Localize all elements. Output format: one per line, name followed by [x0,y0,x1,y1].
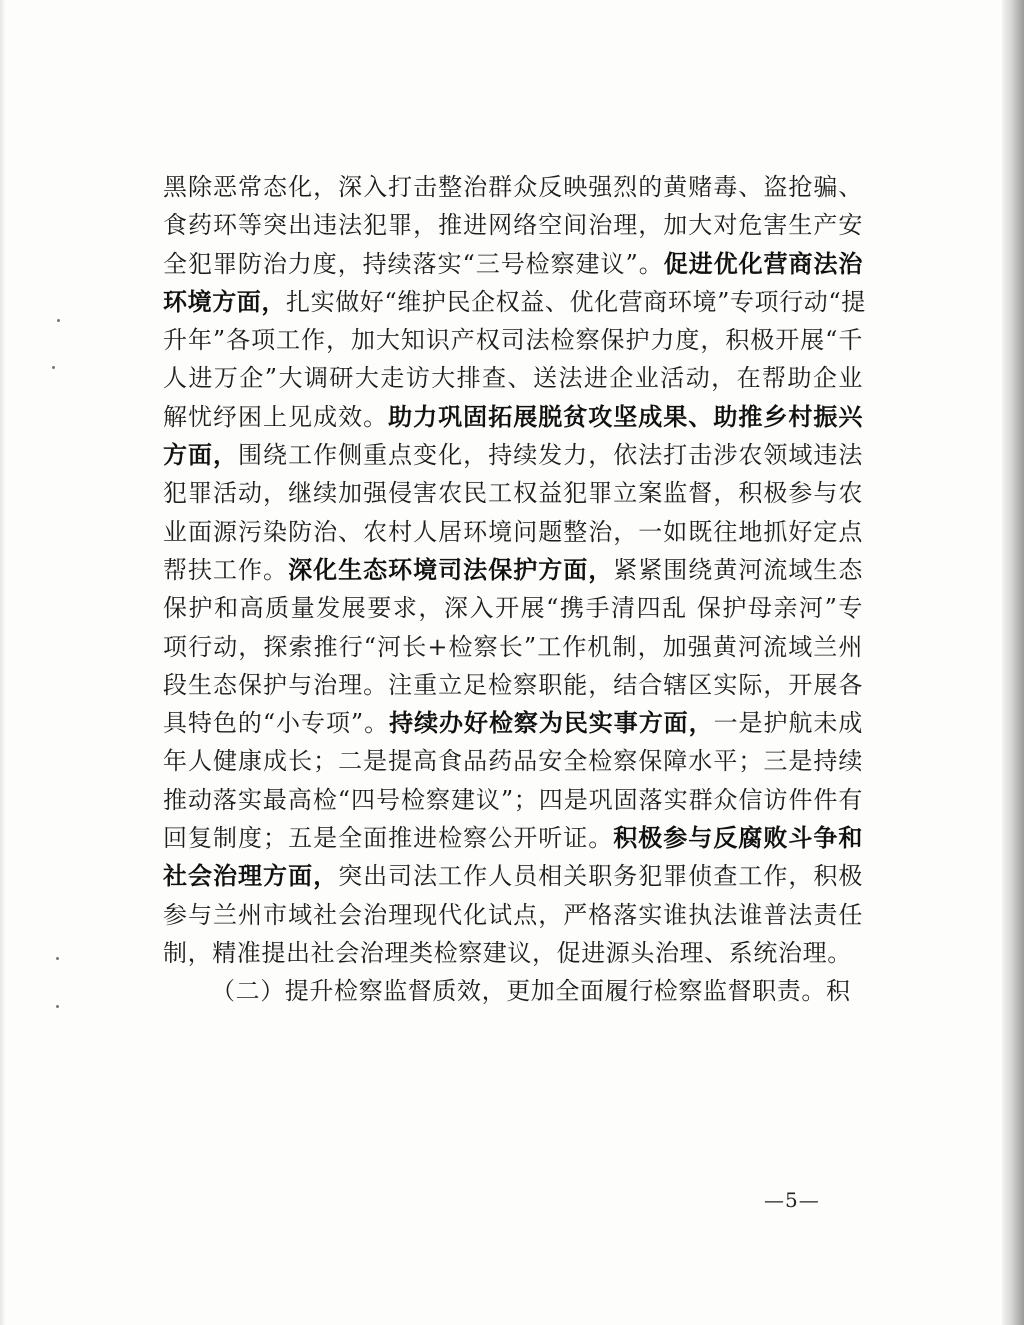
scan-speck [52,366,55,369]
text-line [163,398,863,436]
body-text-run: 推动落实最高检“四号检察建议”；四是巩固落实群众信访件件有 [163,785,863,814]
body-text-run: 紧紧围绕黄河流域生态 [613,555,863,584]
text-line [163,972,863,1010]
text-line [163,704,863,742]
text-line [163,321,863,359]
body-text-run: 具特色的“小专项”。 [163,709,390,738]
bold-heading-text: 环境方面， [163,286,286,316]
body-text-run: 解忧纾困上见成效。 [163,402,389,431]
text-line [163,819,863,857]
body-text-run: 段生态保护与治理。注重立足检察职能，结合辖区实际，开展各 [163,670,863,699]
text-line [163,666,863,704]
body-text-run: 扎实做好“维护民企权益、优化营商环境”专项行动“提 [286,287,866,316]
body-text-run: 参与兰州市域社会治理现代化试点，严格落实谁执法谁普法责任 [163,900,863,929]
text-line [163,742,863,780]
body-text-run: 帮扶工作。 [163,555,289,584]
body-text-run: 业面源污染防治、农村人居环境问题整治，一如既往地抓好定点 [163,517,863,546]
text-line [163,168,863,206]
body-text-run: 升年”各项工作，加大知识产权司法检察保护力度，积极开展“千 [163,326,863,355]
text-line [163,857,863,895]
scan-right-edge [1002,0,1024,1325]
body-text-run: 人进万企”大调研大走访大排查、送法进企业活动，在帮助企业 [163,364,863,393]
body-text [163,168,866,1011]
bold-heading-text: 社会治理方面， [163,861,339,891]
bold-heading-text: 持续办好检察为民实事方面， [389,708,714,738]
body-text-run: 围绕工作侧重点变化，持续发力，依法打击涉农领域违法 [238,441,863,470]
text-line [163,781,863,819]
scan-speck [57,319,60,322]
text-line [163,245,863,283]
body-text-run: 全犯罪防治力度，持续落实“三号检察建议”。 [163,249,664,278]
scan-speck [56,957,59,960]
bold-heading-text: 促进优化营商法治 [663,248,863,278]
body-text-run: 犯罪活动，继续加强侵害农民工权益犯罪立案监督，积极参与农 [163,479,863,508]
body-text-run: 突出司法工作人员相关职务犯罪侦查工作，积极 [338,862,863,891]
text-line [163,934,863,972]
text-line [163,359,863,397]
body-text-run: 回复制度；五是全面推进检察公开听证。 [163,824,614,853]
body-text-run: 项行动，探索推行“河长+检察长”工作机制，加强黄河流域兰州 [163,632,863,661]
text-line [163,436,863,474]
body-text-run: 一是护航未成 [713,709,863,738]
body-text-run: 黑除恶常态化，深入打击整治群众反映强烈的黄赌毒、盗抢骗、 [163,173,863,201]
body-text-run: 食药环等突出违法犯罪，推进网络空间治理，加大对危害生产安 [163,211,863,240]
bold-heading-text: 助力巩固拓展脱贫攻坚成果、助推乡村振兴 [388,401,863,431]
body-text-run: 年人健康成长；二是提高食品药品安全检察保障水平；三是持续 [163,747,863,776]
text-line [163,206,863,244]
bold-heading-text: 积极参与反腐败斗争和 [613,823,863,853]
page-number: —5— [764,1188,820,1212]
scan-speck [56,1005,59,1008]
text-line [163,551,863,589]
text-line [163,283,866,321]
text-line [163,896,863,934]
bold-heading-text: 方面， [163,440,239,470]
text-line [163,474,863,512]
body-text-run: （二）提升检察监督质效，更加全面履行检察监督职责。积 [211,977,851,1006]
bold-heading-text: 深化生态环境司法保护方面， [288,554,614,584]
text-line [163,628,863,666]
body-text-run: 制，精准提出社会治理类检察建议，促进源头治理、系统治理。 [163,938,852,967]
scan-left-edge [0,0,6,1325]
body-text-run: 保护和高质量发展要求，深入开展“携手清四乱 保护母亲河”专 [163,594,863,623]
text-line [163,589,863,627]
text-line [163,513,863,551]
